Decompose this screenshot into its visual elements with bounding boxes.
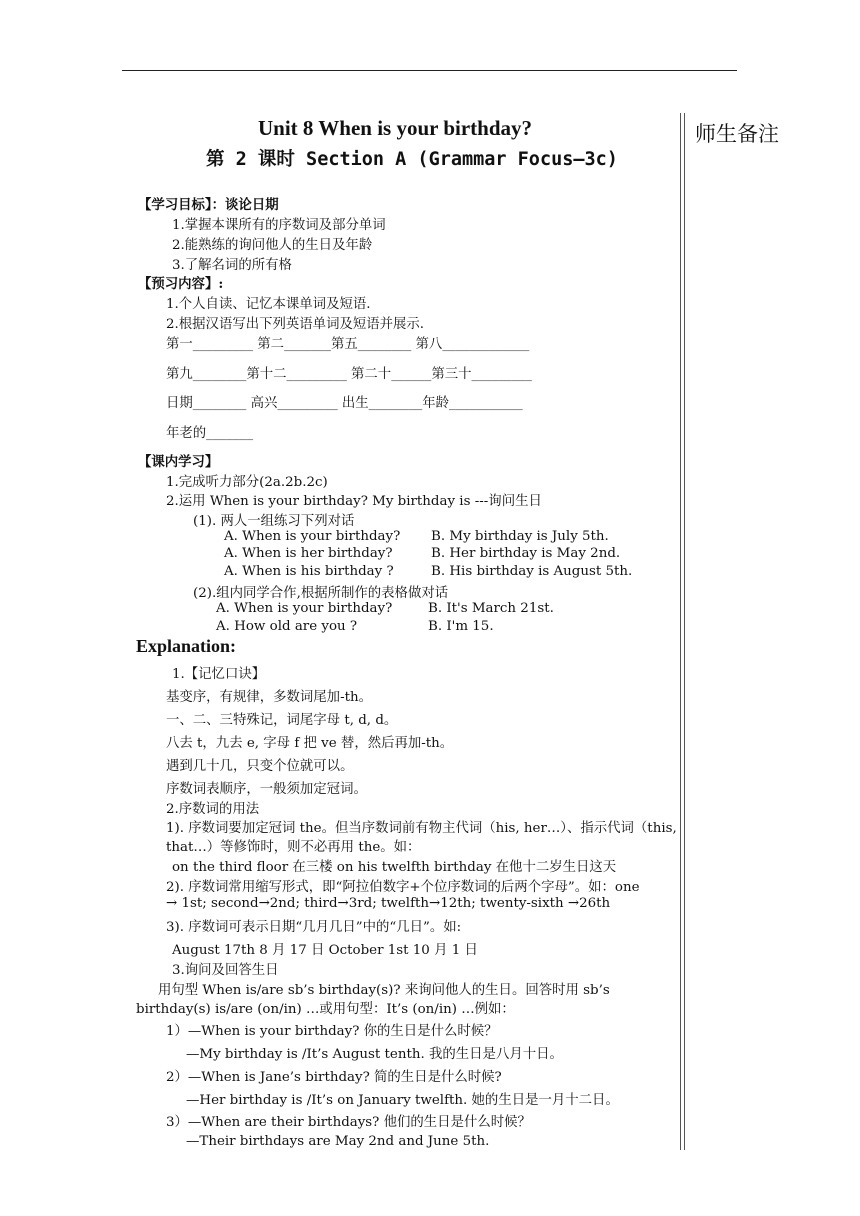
dialogue-b: B. Her birthday is May 2nd. xyxy=(431,546,621,561)
explanation-line: —Their birthdays are May 2nd and June 5th. xyxy=(186,1134,490,1149)
side-note-header: 师生备注 xyxy=(695,122,779,146)
explanation-line: 3). 序数词可表示日期“几月几日”中的“几日”。如: xyxy=(166,920,462,935)
explanation-line: 1）—When is your birthday? 你的生日是什么时候？ xyxy=(166,1024,498,1039)
explanation-line: 1). 序数词要加定冠词 the。但当序数词前有物主代词（his, her…）、指示代词（this, xyxy=(166,821,677,836)
explanation-line: that…）等修饰时，则不必再用 the。如： xyxy=(166,840,421,855)
explanation-line: 用句型 When is/are sb’s birthday(s)? 来询问他人的生日。回答时用 sb’s xyxy=(158,983,610,998)
goals-header: 【学习目标】：谈论日期 xyxy=(138,197,279,213)
dialogue-b: B. It's March 21st. xyxy=(428,601,554,616)
title-chinese: 第 2 课时 Section A (Grammar Focus—3c) xyxy=(206,149,618,170)
dialogue-a: A. When is his birthday ? xyxy=(224,564,394,579)
explanation-line: birthday(s) is/are (on/in) …或用句型：It’s (on/in) …例如： xyxy=(136,1002,515,1017)
top-rule xyxy=(122,70,737,71)
dialogue-a: A. When is your birthday? xyxy=(216,601,393,616)
explanation-line: 遇到几十几，只变个位就可以。 xyxy=(166,759,354,774)
explanation-line: 八去 t，九去 e, 字母 f 把 ve 替，然后再加-th。 xyxy=(166,736,454,751)
explanation-line: 3）—When are their birthdays? 他们的生日是什么时候？ xyxy=(166,1115,531,1130)
dialogue-b: B. My birthday is July 5th. xyxy=(431,529,609,544)
dialogue-b: B. His birthday is August 5th. xyxy=(431,564,633,579)
dialogue-a: A. When is her birthday? xyxy=(224,546,393,561)
vocab-blank-row: 年老的_______ xyxy=(166,426,254,441)
class-header: 【课内学习】 xyxy=(138,454,219,470)
dialogue-a: A. How old are you ? xyxy=(216,619,358,634)
explanation-line: 一、二、三特殊记，词尾字母 t, d, d。 xyxy=(166,713,398,728)
class-line: (1). 两人一组练习下列对话 xyxy=(193,514,355,529)
preview-item: 1.个人自读、记忆本课单词及短语. xyxy=(166,297,371,312)
vocab-blank-row: 第九________第十二_________ 第二十______第三十_________ xyxy=(166,367,532,382)
class-line: 1.完成听力部分(2a.2b.2c) xyxy=(166,475,328,490)
explanation-line: —My birthday is /It’s August tenth. 我的生日是八月十日。 xyxy=(186,1047,563,1062)
explanation-line: 1.【记忆口诀】 xyxy=(172,667,266,682)
goal-item: 2.能熟练的询问他人的生日及年龄 xyxy=(172,238,373,253)
title-english: Unit 8 When is your birthday? xyxy=(258,116,533,140)
goal-item: 3.了解名词的所有格 xyxy=(172,258,292,273)
goal-item: 1.掌握本课所有的序数词及部分单词 xyxy=(172,218,386,233)
explanation-line: 3.询问及回答生日 xyxy=(172,963,279,978)
class-line: 2.运用 When is your birthday? My birthday is ---询问生日 xyxy=(166,494,542,509)
explanation-line: 基变序，有规律，多数词尾加-th。 xyxy=(166,690,372,705)
explanation-line: August 17th 8 月 17 日 October 1st 10 月 1 日 xyxy=(172,943,478,958)
explanation-line: —Her birthday is /It’s on January twelfth. 她的生日是一月十二日。 xyxy=(186,1093,619,1108)
class-line: (2).组内同学合作,根据所制作的表格做对话 xyxy=(193,586,449,601)
dialogue-a: A. When is your birthday? xyxy=(224,529,401,544)
vocab-blank-row: 第一_________ 第二_______第五________ 第八_____________ xyxy=(166,337,530,352)
vocab-blank-row: 日期________ 高兴_________ 出生________年龄___________ xyxy=(166,396,523,411)
explanation-line: on the third floor 在三楼 on his twelfth birthday 在他十二岁生日这天 xyxy=(172,860,617,875)
margin-divider-inner xyxy=(684,113,685,1150)
dialogue-b: B. I'm 15. xyxy=(428,619,494,634)
explanation-line: 序数词表顺序，一般须加定冠词。 xyxy=(166,782,367,797)
preview-item: 2.根据汉语写出下列英语单词及短语并展示. xyxy=(166,317,425,332)
explanation-title: Explanation: xyxy=(136,636,237,656)
margin-divider xyxy=(680,113,681,1150)
explanation-line: → 1st; second→2nd; third→3rd; twelfth→12th; twenty-sixth →26th xyxy=(166,896,611,911)
explanation-line: 2). 序数词常用缩写形式，即“阿拉伯数字+个位序数词的后两个字母”。如：one xyxy=(166,880,640,895)
explanation-line: 2）—When is Jane’s birthday? 简的生日是什么时候? xyxy=(166,1070,502,1085)
explanation-line: 2.序数词的用法 xyxy=(166,802,260,817)
preview-header: 【预习内容】: xyxy=(138,276,224,292)
